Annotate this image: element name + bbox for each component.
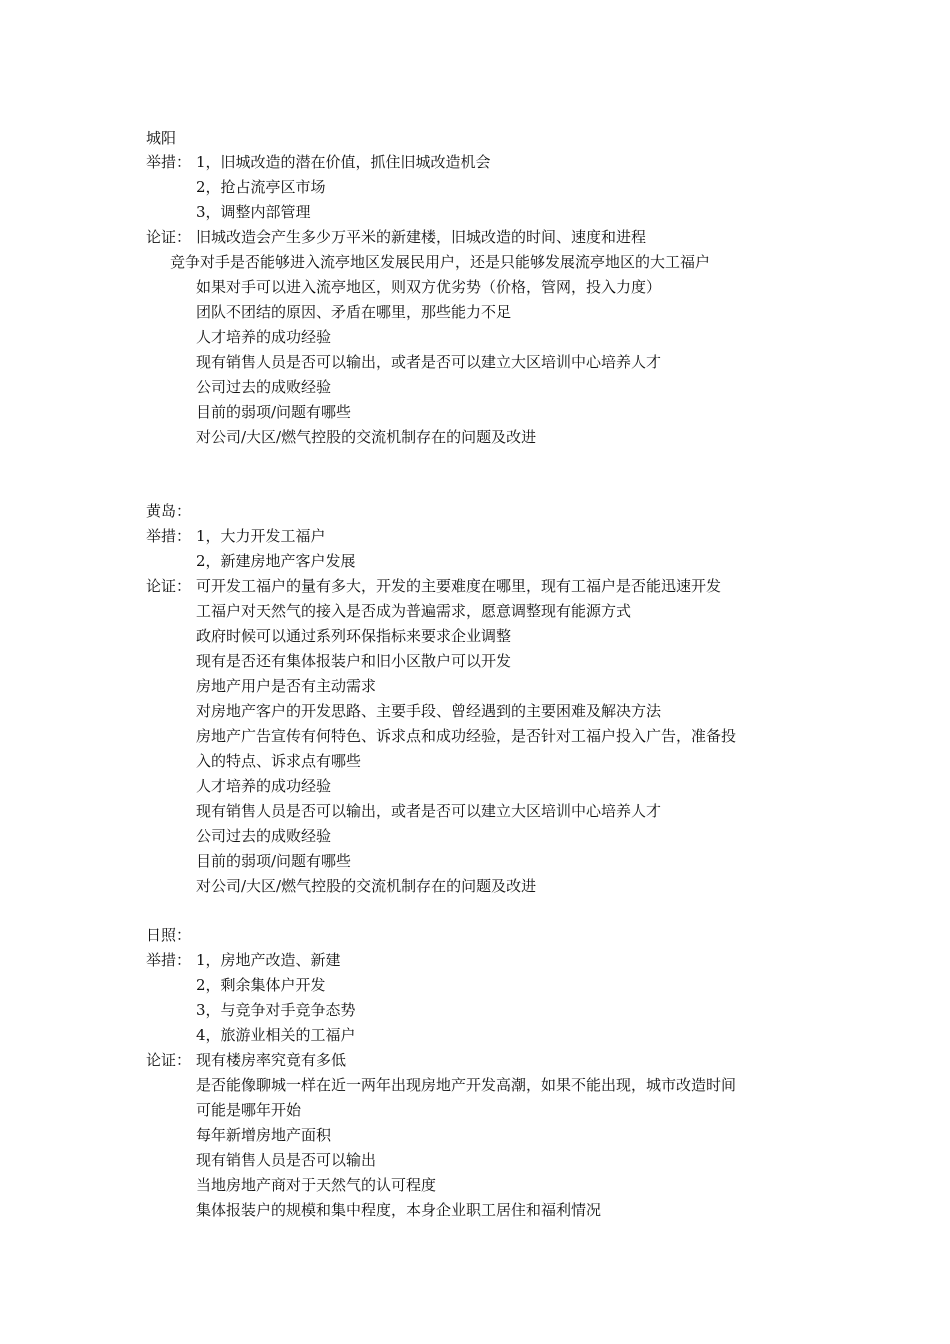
argument-item: 入的特点、诉求点有哪些 [196, 752, 362, 770]
argument-item: 目前的弱项/问题有哪些 [196, 852, 352, 870]
argument-item: 可开发工福户的量有多大，开发的主要难度在哪里，现有工福户是否能迅速开发 [196, 577, 722, 595]
argument-item: 工福户对天然气的接入是否成为普遍需求，愿意调整现有能源方式 [196, 602, 632, 620]
measures-label: 举措： [146, 153, 192, 171]
measure-item: 2，新建房地产客户发展 [196, 552, 356, 570]
argument-item: 公司过去的成败经验 [196, 378, 332, 396]
arguments-label: 论证： [146, 1051, 192, 1069]
argument-item: 政府时候可以通过系列环保指标来要求企业调整 [196, 627, 512, 645]
measures-label: 举措： [146, 951, 192, 969]
argument-item: 对公司/大区/燃气控股的交流机制存在的问题及改进 [196, 428, 537, 446]
arguments-label: 论证： [146, 228, 192, 246]
argument-item: 人才培养的成功经验 [196, 777, 332, 795]
measure-item: 3，与竞争对手竞争态势 [196, 1001, 356, 1019]
argument-item: 旧城改造会产生多少万平米的新建楼，旧城改造的时间、速度和进程 [196, 228, 647, 246]
argument-item: 房地产用户是否有主动需求 [196, 677, 377, 695]
measure-item: 1，房地产改造、新建 [196, 951, 341, 969]
argument-item: 公司过去的成败经验 [196, 827, 332, 845]
measure-item: 4，旅游业相关的工福户 [196, 1026, 356, 1044]
argument-item: 每年新增房地产面积 [196, 1126, 332, 1144]
argument-item: 是否能像聊城一样在近一两年出现房地产开发高潮，如果不能出现，城市改造时间 [196, 1076, 737, 1094]
argument-item: 竞争对手是否能够进入流亭地区发展民用户，还是只能够发展流亭地区的大工福户 [170, 253, 711, 271]
argument-item: 集体报装户的规模和集中程度，本身企业职工居住和福利情况 [196, 1201, 602, 1219]
section-title: 黄岛： [146, 502, 192, 520]
argument-item: 现有销售人员是否可以输出，或者是否可以建立大区培训中心培养人才 [196, 802, 662, 820]
measures-label: 举措： [146, 527, 192, 545]
argument-item: 如果对手可以进入流亭地区，则双方优劣势（价格，管网，投入力度） [196, 278, 662, 296]
section-title: 日照： [146, 926, 192, 944]
argument-item: 可能是哪年开始 [196, 1101, 302, 1119]
argument-item: 目前的弱项/问题有哪些 [196, 403, 352, 421]
argument-item: 现有销售人员是否可以输出 [196, 1151, 377, 1169]
arguments-label: 论证： [146, 577, 192, 595]
measure-item: 1，旧城改造的潜在价值，抓住旧城改造机会 [196, 153, 491, 171]
measure-item: 2，剩余集体户开发 [196, 976, 326, 994]
argument-item: 人才培养的成功经验 [196, 328, 332, 346]
argument-item: 团队不团结的原因、矛盾在哪里，那些能力不足 [196, 303, 512, 321]
argument-item: 当地房地产商对于天然气的认可程度 [196, 1176, 437, 1194]
measure-item: 3，调整内部管理 [196, 203, 311, 221]
measure-item: 2，抢占流亭区市场 [196, 178, 326, 196]
argument-item: 现有销售人员是否可以输出，或者是否可以建立大区培训中心培养人才 [196, 353, 662, 371]
argument-item: 对房地产客户的开发思路、主要手段、曾经遇到的主要困难及解决方法 [196, 702, 662, 720]
argument-item: 对公司/大区/燃气控股的交流机制存在的问题及改进 [196, 877, 537, 895]
measure-item: 1，大力开发工福户 [196, 527, 326, 545]
argument-item: 现有楼房率究竟有多低 [196, 1051, 347, 1069]
section-title: 城阳 [146, 129, 177, 147]
argument-item: 现有是否还有集体报装户和旧小区散户可以开发 [196, 652, 512, 670]
argument-item: 房地产广告宣传有何特色、诉求点和成功经验，是否针对工福户投入广告，准备投 [196, 727, 737, 745]
